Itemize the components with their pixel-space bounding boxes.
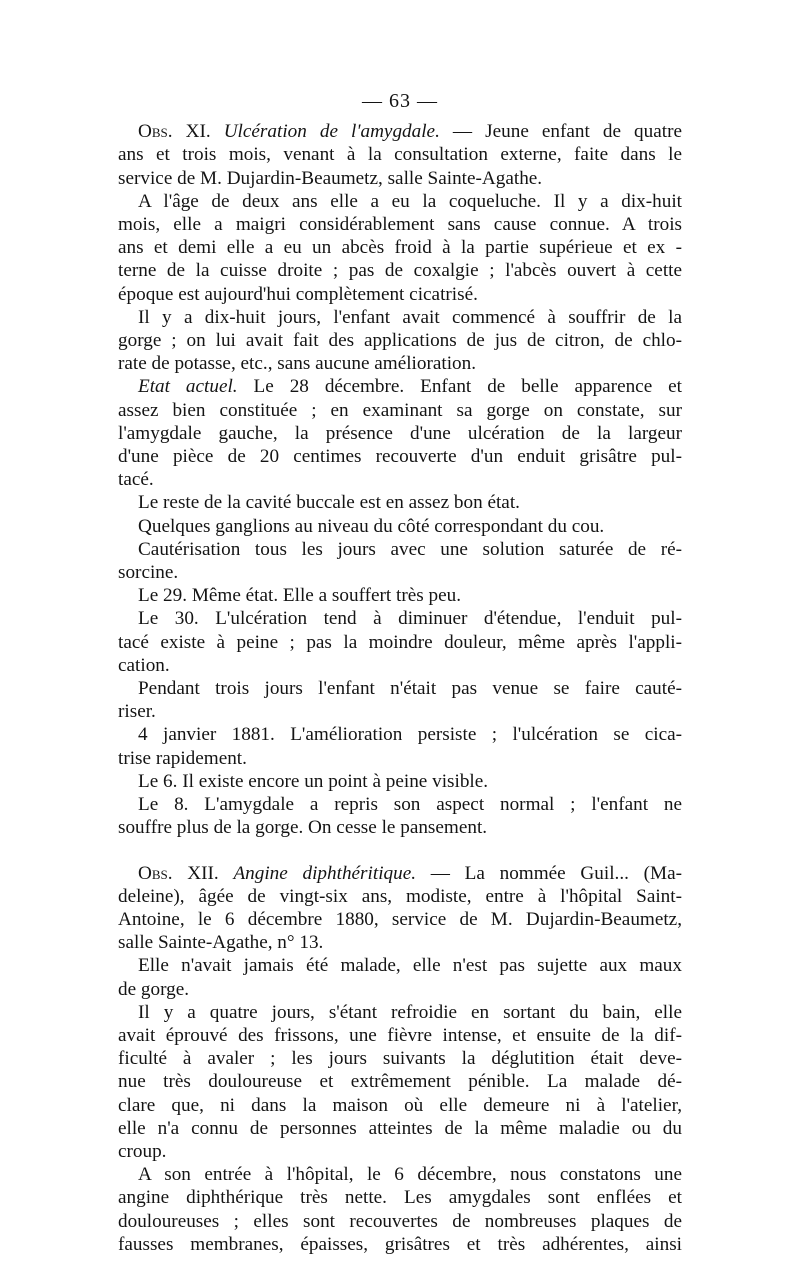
text-line: clare que, ni dans la maison où elle demeure ni à l'atelier, bbox=[118, 1094, 682, 1116]
paragraph bbox=[118, 375, 682, 491]
text-line bbox=[118, 862, 682, 885]
text-fragment: Le 28 décembre. Enfant de belle apparence et bbox=[237, 376, 682, 398]
text-line: d'une pièce de 20 centimes recouverte d'un enduit grisâtre pul- bbox=[118, 446, 682, 468]
text-line: ans et demi elle a eu un abcès froid à la partie supérieue et ex - bbox=[118, 237, 682, 259]
text-line: Pendant trois jours l'enfant n'était pas venue se faire cauté- bbox=[138, 678, 682, 700]
text-line: assez bien constituée ; en examinant sa gorge on constate, sur bbox=[118, 399, 682, 421]
text-line: époque est aujourd'hui complètement cicatrisé. bbox=[118, 283, 478, 305]
text-line: service de M. Dujardin-Beaumetz, salle Sainte-Agathe. bbox=[118, 167, 543, 189]
text-line: sorcine. bbox=[118, 562, 179, 584]
paragraph bbox=[118, 584, 682, 607]
paragraph bbox=[118, 190, 682, 306]
section-spacer bbox=[118, 840, 682, 862]
paragraph bbox=[118, 1163, 682, 1256]
text-line: mois, elle a maigri considérablement sans cause connue. A trois bbox=[118, 214, 682, 236]
paragraph bbox=[118, 515, 682, 538]
text-line: fausses membranes, épaisses, grisâtres et très adhérentes, ainsi bbox=[118, 1233, 682, 1255]
text-line: croup. bbox=[118, 1140, 167, 1162]
text-line: cation. bbox=[118, 654, 170, 676]
text-line: Il y a quatre jours, s'étant refroidie en sortant du bain, elle bbox=[138, 1001, 682, 1023]
text-line: Le 30. L'ulcération tend à diminuer d'étendue, l'enduit pul- bbox=[138, 608, 682, 630]
text-line: Le 29. Même état. Elle a souffert très peu. bbox=[138, 585, 462, 607]
text-line: rate de potasse, etc., sans aucune amélioration. bbox=[118, 353, 477, 375]
text-line bbox=[118, 120, 682, 143]
text-line: deleine), âgée de vingt-six ans, modiste, entre à l'hôpital Saint- bbox=[118, 885, 682, 907]
obs-title: Angine diphthéritique. bbox=[233, 862, 417, 884]
text-line: A son entrée à l'hôpital, le 6 décembre, nous constatons une bbox=[138, 1164, 682, 1186]
obs-number: XI. bbox=[172, 121, 224, 143]
paragraph bbox=[118, 491, 682, 514]
obs-label: Obs. bbox=[138, 121, 173, 143]
text-line: elle n'a connu de personnes atteintes de la même maladie ou du bbox=[118, 1117, 682, 1139]
text-line: Il y a dix-huit jours, l'enfant avait commencé à souffrir de la bbox=[138, 306, 682, 328]
paragraph bbox=[118, 1001, 682, 1163]
text-line: Antoine, le 6 décembre 1880, service de M. Dujardin-Beaumetz, bbox=[118, 908, 682, 930]
paragraph bbox=[118, 793, 682, 839]
text-line: Elle n'avait jamais été malade, elle n'est pas sujette aux maux bbox=[138, 955, 682, 977]
text-line: tacé existe à peine ; pas la moindre douleur, même après l'appli- bbox=[118, 631, 682, 653]
paragraph bbox=[118, 723, 682, 769]
text-line: trise rapidement. bbox=[118, 747, 247, 769]
text-line: Quelques ganglions au niveau du côté correspondant du cou. bbox=[138, 515, 605, 537]
section-label: Etat actuel. bbox=[138, 376, 238, 398]
text-line: de gorge. bbox=[118, 978, 190, 1000]
text-line: Le 8. L'amygdale a repris son aspect normal ; l'enfant ne bbox=[138, 794, 682, 816]
book-page bbox=[118, 90, 682, 1256]
text-fragment: — Jeune enfant de quatre bbox=[439, 121, 682, 143]
text-line: terne de la cuisse droite ; pas de coxalgie ; l'abcès ouvert à cette bbox=[118, 260, 682, 282]
text-line: avait éprouvé des frissons, une fièvre intense, et ensuite de la dif- bbox=[118, 1024, 682, 1046]
observation-11-heading bbox=[118, 120, 682, 190]
text-line: ans et trois mois, venant à la consultation externe, faite dans le bbox=[118, 144, 682, 166]
paragraph bbox=[118, 954, 682, 1000]
obs-label: Obs. bbox=[138, 862, 173, 884]
page-number: — 63 — bbox=[362, 90, 438, 112]
text-line: riser. bbox=[118, 701, 156, 723]
text-line: gorge ; on lui avait fait des applications de jus de citron, de chlo- bbox=[118, 330, 682, 352]
paragraph bbox=[118, 607, 682, 677]
paragraph bbox=[118, 770, 682, 793]
paragraph bbox=[118, 306, 682, 376]
text-line: Le 6. Il existe encore un point à peine visible. bbox=[138, 770, 489, 792]
obs-title: Ulcération de l'amygdale. bbox=[223, 121, 440, 143]
text-line: Le reste de la cavité buccale est en assez bon état. bbox=[138, 492, 520, 514]
text-line: ficulté à avaler ; les jours suivants la déglutition était deve- bbox=[118, 1048, 682, 1070]
observation-12-heading bbox=[118, 862, 682, 955]
text-line: A l'âge de deux ans elle a eu la coqueluche. Il y a dix-huit bbox=[138, 190, 682, 212]
text-line: 4 janvier 1881. L'amélioration persiste ; l'ulcération se cica- bbox=[138, 724, 682, 746]
text-line: l'amygdale gauche, la présence d'une ulcération de la largeur bbox=[118, 422, 682, 444]
text-line: nue très douloureuse et extrêmement pénible. La malade dé- bbox=[118, 1071, 682, 1093]
text-line: tacé. bbox=[118, 469, 154, 491]
paragraph bbox=[118, 538, 682, 584]
text-line: douloureuses ; elles sont recouvertes de nombreuses plaques de bbox=[118, 1210, 682, 1232]
paragraph bbox=[118, 677, 682, 723]
text-fragment: — La nommée Guil... (Ma- bbox=[416, 862, 682, 884]
text-line bbox=[118, 375, 682, 398]
text-line: angine diphthérique très nette. Les amygdales sont enflées et bbox=[118, 1187, 682, 1209]
obs-number: XII. bbox=[172, 862, 234, 884]
text-line: Cautérisation tous les jours avec une solution saturée de ré- bbox=[138, 538, 682, 560]
text-line: salle Sainte-Agathe, n° 13. bbox=[118, 932, 324, 954]
text-line: souffre plus de la gorge. On cesse le pansement. bbox=[118, 817, 488, 839]
